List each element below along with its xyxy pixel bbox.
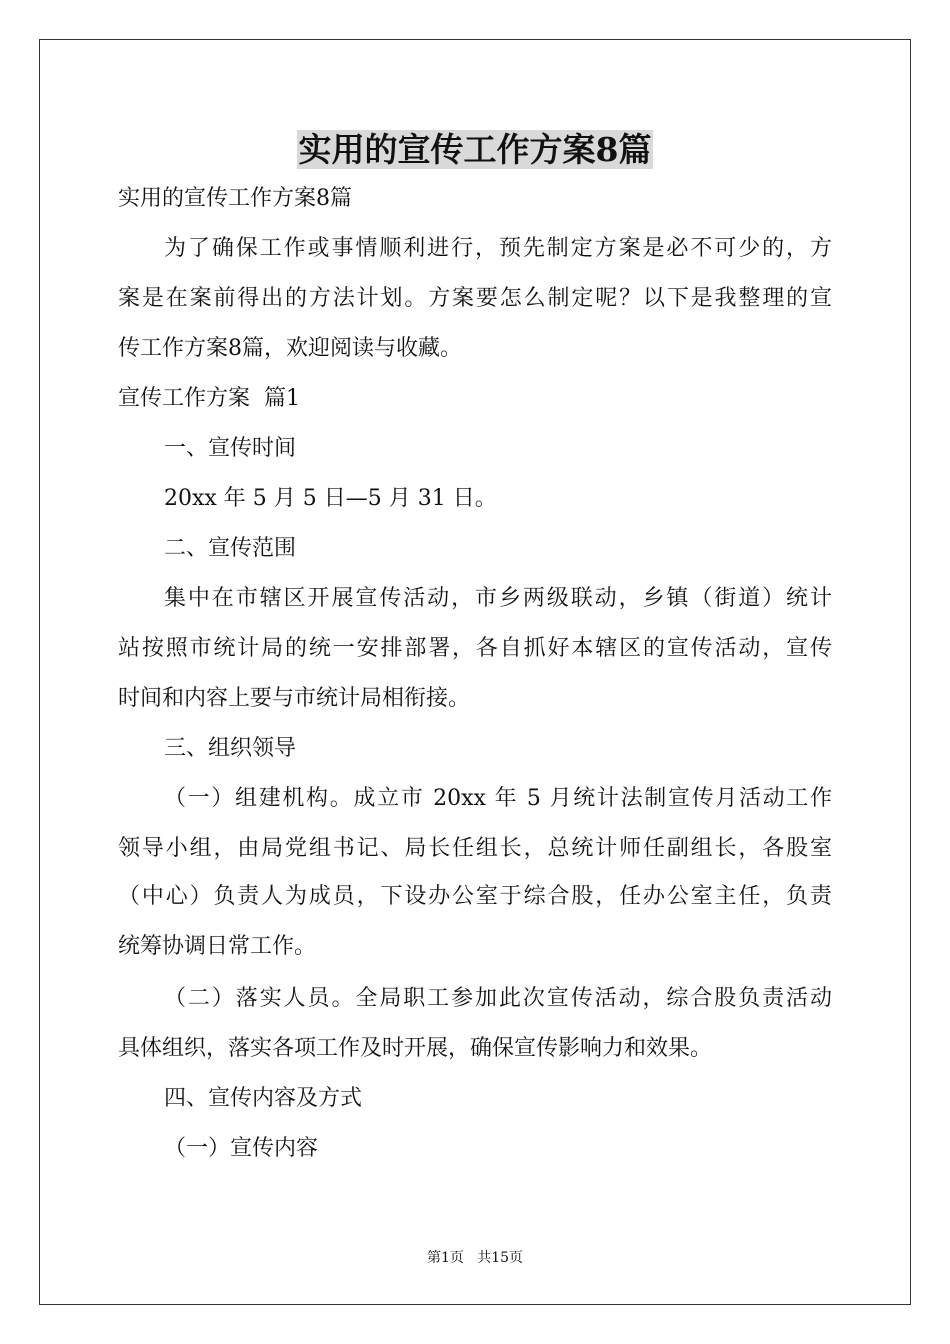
page-border (39, 39, 911, 1305)
intro-line-1: 为了确保工作或事情顺利进行，预先制定方案是必不可少的，方 (164, 236, 832, 261)
org-line-1: （一）组建机构。成立市 20xx 年 5 月统计法制宣传月活动工作 (164, 786, 832, 811)
document-title-text: 实用的宣传工作方案8篇 (298, 130, 652, 169)
org-line-4: 统筹协调日常工作。 (118, 934, 317, 959)
page-footer: 第1页 共15页 (426, 1250, 524, 1266)
subtitle-line: 实用的宣传工作方案8篇 (118, 186, 352, 211)
staff-line-1: （二）落实人员。全局职工参加此次宣传活动，综合股负责活动 (164, 986, 832, 1011)
intro-line-3: 传工作方案8篇，欢迎阅读与收藏。 (118, 336, 462, 361)
heading-content-method: 四、宣传内容及方式 (164, 1086, 363, 1111)
scope-line-2: 站按照市统计局的统一安排部署，各自抓好本辖区的宣传活动，宣传 (118, 636, 832, 661)
scope-line-1: 集中在市辖区开展宣传活动，市乡两级联动，乡镇（街道）统计 (164, 586, 832, 611)
org-line-3: （中心）负责人为成员，下设办公室于综合股，任办公室主任，负责 (118, 884, 832, 909)
heading-time: 一、宣传时间 (164, 436, 297, 461)
heading-organization: 三、组织领导 (164, 736, 297, 761)
intro-line-2: 案是在案前得出的方法计划。方案要怎么制定呢？以下是我整理的宣 (118, 286, 832, 311)
org-line-2: 领导小组，由局党组书记、局长任组长，总统计师任副组长，各股室 (118, 836, 832, 861)
staff-line-2: 具体组织，落实各项工作及时开展，确保宣传影响力和效果。 (118, 1036, 713, 1061)
subheading-content: （一）宣传内容 (164, 1136, 319, 1161)
scope-line-3: 时间和内容上要与市统计局相衔接。 (118, 686, 471, 711)
time-value: 20xx 年 5 月 5 日—5 月 31 日。 (164, 486, 497, 511)
section-heading-1: 宣传工作方案 篇1 (118, 386, 300, 411)
document-title (0, 124, 950, 176)
heading-scope: 二、宣传范围 (164, 536, 297, 561)
